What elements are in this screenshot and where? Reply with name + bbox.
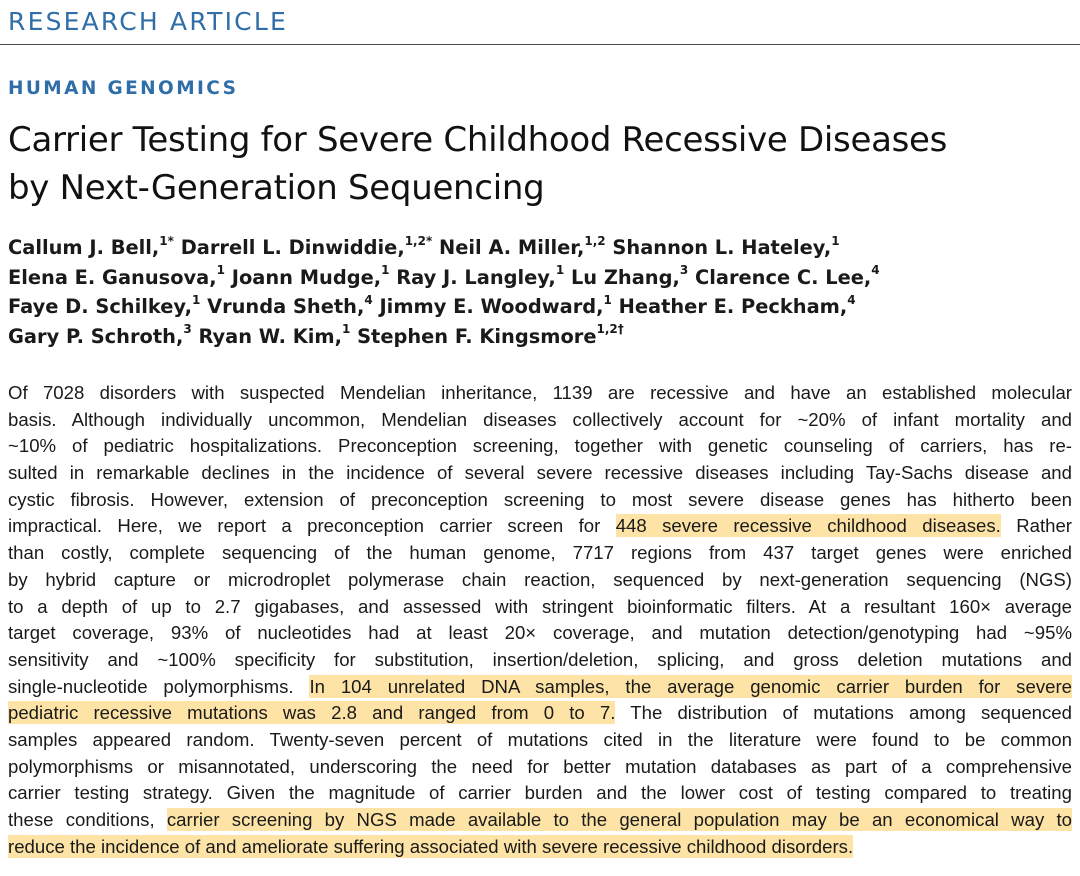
- abstract-text: sulted in remarkable declines in the incidence of several severe recessive diseases including Tay-Sachs disease and: [8, 462, 1072, 484]
- abstract-text: polymorphisms or misannotated, underscoring the need for better mutation databases as part of a comprehensive: [8, 755, 1072, 777]
- author-affiliation: 1,2†: [596, 322, 624, 337]
- abstract-line: [8, 647, 1072, 674]
- author-affiliation: 4: [364, 292, 373, 307]
- title-line: Carrier Testing for Severe Childhood Recessive Diseases: [8, 120, 948, 160]
- abstract-line: [8, 460, 1072, 487]
- author-affiliation: 3: [679, 263, 689, 278]
- author-name[interactable]: Callum J. Bell,: [8, 236, 160, 259]
- highlighted-text: pediatric recessive mutations was 2.8 and ranged from 0 to 7.: [8, 702, 616, 724]
- abstract-text: samples appeared random. Twenty-seven percent of mutations cited in the literature were found to be common: [8, 728, 1072, 750]
- abstract-line: [8, 620, 1072, 647]
- abstract-text: basis. Although individually uncommon, Mendelian diseases collectively account for ~20% of infant mortality and: [8, 408, 1072, 430]
- author-affiliation: 1*: [159, 233, 174, 248]
- title-line: by Next-Generation Sequencing: [8, 168, 545, 208]
- abstract-line: [8, 487, 1072, 514]
- abstract-line: [8, 594, 1072, 621]
- header-divider: [0, 44, 1080, 45]
- author-name[interactable]: Gary P. Schroth,: [8, 324, 184, 348]
- abstract-text: Of 7028 disorders with suspected Mendelian inheritance, 1139 are recessive and have an established molecular: [8, 382, 1072, 403]
- author-affiliation: 1: [341, 322, 351, 337]
- author-affiliation: 1: [831, 233, 840, 248]
- author-name[interactable]: Clarence C. Lee,: [694, 265, 872, 289]
- author-name[interactable]: Heather E. Peckham,: [618, 295, 848, 318]
- abstract-line: [8, 700, 1072, 727]
- author-name[interactable]: Ryan W. Kim,: [198, 324, 342, 348]
- abstract-text: to a depth of up to 2.7 gigabases, and assessed with stringent bioinformatic filters. At a resultant 160× average: [8, 595, 1072, 617]
- author-line: [8, 263, 1080, 293]
- author-line: [8, 233, 1080, 263]
- author-name[interactable]: Stephen F. Kingsmore: [357, 324, 597, 348]
- author-line: [8, 292, 1080, 322]
- abstract-line: [8, 674, 1072, 701]
- abstract-line: [8, 540, 1072, 567]
- author-name[interactable]: Vrunda Sheth,: [207, 295, 365, 318]
- author-affiliation: 1,2: [584, 233, 606, 248]
- abstract-text: by hybrid capture or microdroplet polymerase chain reaction, sequenced by next-generation sequencing (NGS): [8, 568, 1072, 590]
- author-name[interactable]: Darrell L. Dinwiddie,: [180, 236, 405, 259]
- abstract-line: [8, 834, 1072, 861]
- author-affiliation: 1: [216, 263, 225, 278]
- abstract-line: [8, 727, 1072, 754]
- abstract-text: than costly, complete sequencing of the human genome, 7717 regions from 437 target genes were enriched: [8, 542, 1072, 564]
- author-affiliation: 1: [555, 263, 565, 278]
- author-name[interactable]: Ray J. Langley,: [396, 265, 556, 289]
- abstract-line: [8, 780, 1072, 807]
- author-name[interactable]: Joann Mudge,: [231, 265, 382, 289]
- abstract-text: The distribution of mutations among sequenced: [615, 702, 1072, 724]
- abstract-line: [8, 754, 1072, 781]
- abstract-line: [8, 513, 1072, 540]
- author-affiliation: 1: [381, 263, 390, 278]
- author-affiliation: 3: [183, 322, 192, 337]
- author-name[interactable]: Neil A. Miller,: [439, 236, 585, 259]
- abstract-text: sensitivity and ~100% specificity for substitution, insertion/deletion, splicing, and gross deletion mutations and: [8, 648, 1072, 670]
- author-affiliation: 1: [603, 292, 612, 307]
- abstract-text: cystic fibrosis. However, extension of preconception screening to most severe disease genes has hitherto been: [8, 488, 1072, 510]
- abstract: [8, 380, 1072, 860]
- author-list: [8, 233, 1080, 351]
- abstract-text: ~10% of pediatric hospitalizations. Preconception screening, together with genetic counseling of carriers, has re-: [8, 435, 1072, 457]
- author-name[interactable]: Elena E. Ganusova,: [8, 265, 217, 289]
- abstract-text: target coverage, 93% of nucleotides had at least 20× coverage, and mutation detection/genotyping had ~95%: [8, 622, 1072, 644]
- abstract-line: [8, 807, 1072, 834]
- highlighted-text: 448 severe recessive childhood diseases.: [615, 515, 1001, 537]
- author-affiliation: 1: [191, 292, 201, 307]
- abstract-line: [8, 407, 1072, 434]
- abstract-line: [8, 380, 1072, 407]
- abstract-line: [8, 567, 1072, 594]
- abstract-text: single-nucleotide polymorphisms.: [8, 675, 310, 697]
- highlighted-text: In 104 unrelated DNA samples, the average genomic carrier burden for severe: [309, 675, 1072, 697]
- section-label: RESEARCH ARTICLE: [8, 7, 288, 36]
- author-name[interactable]: Shannon L. Hateley,: [612, 236, 832, 259]
- abstract-text: carrier testing strategy. Given the magnitude of carrier burden and the lower cost of testing compared to treating: [8, 782, 1072, 804]
- abstract-text: Rather: [1000, 515, 1072, 537]
- author-name[interactable]: Lu Zhang,: [570, 265, 680, 289]
- author-name[interactable]: Jimmy E. Woodward,: [379, 295, 604, 318]
- author-affiliation: 4: [847, 292, 856, 307]
- abstract-text: these conditions,: [8, 809, 167, 830]
- author-affiliation: 1,2*: [404, 233, 433, 248]
- author-name[interactable]: Faye D. Schilkey,: [8, 295, 192, 318]
- author-line: [8, 322, 1080, 352]
- highlighted-text: reduce the incidence of and ameliorate suffering associated with severe recessive childhood disorders.: [8, 835, 854, 857]
- abstract-line: [8, 433, 1072, 460]
- abstract-text: impractical. Here, we report a preconception carrier screen for: [8, 515, 616, 537]
- author-affiliation: 4: [871, 263, 880, 278]
- subject-category: HUMAN GENOMICS: [8, 78, 239, 99]
- highlighted-text: carrier screening by NGS made available to the general population may be an economical way to: [166, 809, 1072, 830]
- article-title: [8, 116, 1080, 212]
